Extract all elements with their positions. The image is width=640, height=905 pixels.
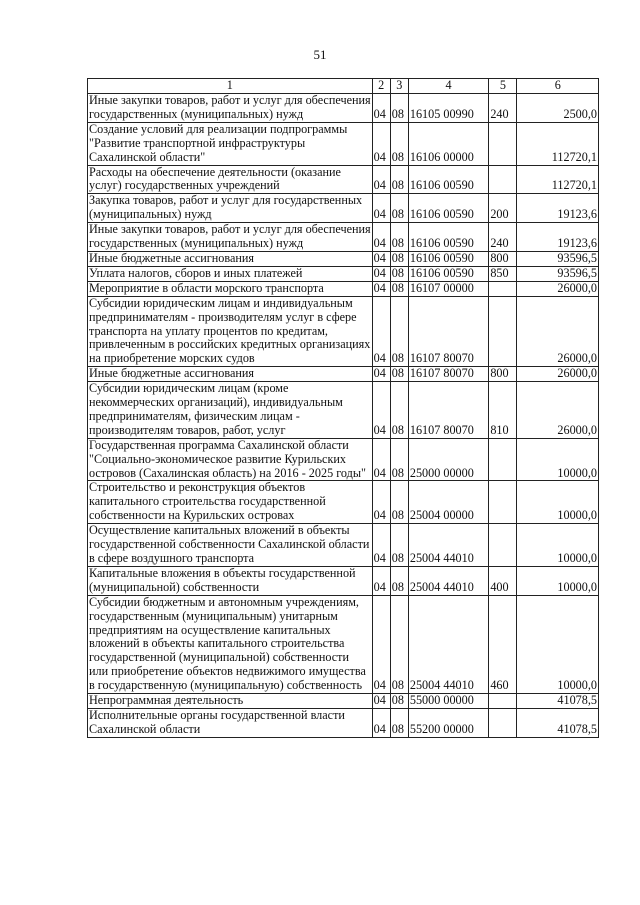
target-article-code: 16106 00590 — [408, 165, 488, 194]
item-name: Непрограммная деятельность — [88, 694, 373, 709]
header-row — [88, 79, 599, 94]
section-code: 04 — [372, 367, 390, 382]
item-name: Субсидии юридическим лицам и индивидуальным предпринимателям - производителям услуг в сфере транспорта на уплату процентов по кредитам, привлеченным в российских кредитных организациях на приобретение морских судов — [89, 296, 371, 366]
table-row — [88, 438, 599, 481]
page-number: 51 — [313, 47, 327, 62]
subsection-code: 08 — [390, 94, 408, 123]
table-row — [88, 281, 599, 296]
amount-value: 41078,5 — [517, 708, 599, 737]
header-cell: 5 — [489, 79, 517, 94]
header-cell: 4 — [408, 79, 488, 94]
item-name: Создание условий для реализации подпрограммы "Развитие транспортной инфраструктуры Сахалинской области" — [88, 122, 373, 165]
amount-value: 10000,0 — [517, 566, 599, 595]
section-code: 04 — [372, 382, 390, 439]
target-article-code: 25004 44010 — [408, 566, 488, 595]
item-name: Государственная программа Сахалинской области "Социально-экономическое развитие Курильских островов (Сахалинская область) на 2016 - 2025 годы" — [88, 438, 373, 481]
item-name: Иные бюджетные ассигнования — [88, 251, 373, 266]
amount-value: 26000,0 — [517, 296, 599, 367]
subsection-code: 08 — [390, 382, 408, 439]
target-article-code: 16107 00000 — [408, 281, 488, 296]
expense-type-code: 240 — [489, 223, 517, 252]
target-article-code: 16107 80070 — [408, 367, 488, 382]
section-code: 04 — [372, 566, 390, 595]
amount-value: 10000,0 — [517, 438, 599, 481]
subsection-code: 08 — [390, 367, 408, 382]
target-article-code: 25004 00000 — [408, 481, 488, 524]
subsection-code: 08 — [390, 165, 408, 194]
subsection-code: 08 — [390, 694, 408, 709]
section-code: 04 — [372, 122, 390, 165]
section-code: 04 — [372, 94, 390, 123]
table-row — [88, 382, 599, 439]
amount-value: 93596,5 — [517, 251, 599, 266]
subsection-code: 08 — [390, 481, 408, 524]
target-article-code: 16107 80070 — [408, 296, 488, 367]
table-row — [88, 566, 599, 595]
expense-type-code — [489, 694, 517, 709]
amount-value: 112720,1 — [517, 165, 599, 194]
table-row — [88, 694, 599, 709]
target-article-code: 16106 00590 — [408, 194, 488, 223]
amount-value: 19123,6 — [517, 194, 599, 223]
subsection-code: 08 — [390, 524, 408, 567]
target-article-code: 25004 44010 — [408, 524, 488, 567]
amount-value: 41078,5 — [517, 694, 599, 709]
target-article-code: 55200 00000 — [408, 708, 488, 737]
section-code: 04 — [372, 266, 390, 281]
expense-type-code — [489, 481, 517, 524]
item-name: Закупка товаров, работ и услуг для государственных (муниципальных) нужд — [88, 194, 373, 223]
amount-value: 10000,0 — [517, 595, 599, 693]
header-cell: 1 — [88, 79, 373, 94]
expense-type-code: 400 — [489, 566, 517, 595]
amount-value: 112720,1 — [517, 122, 599, 165]
item-name: Иные бюджетные ассигнования — [88, 367, 373, 382]
budget-table — [87, 78, 599, 738]
section-code: 04 — [372, 223, 390, 252]
target-article-code: 25000 00000 — [408, 438, 488, 481]
item-name: Иные закупки товаров, работ и услуг для обеспечения государственных (муниципальных) нужд — [89, 222, 371, 251]
table-row — [88, 251, 599, 266]
amount-value: 26000,0 — [517, 367, 599, 382]
subsection-code: 08 — [390, 566, 408, 595]
table-row — [88, 165, 599, 194]
amount-value: 26000,0 — [517, 382, 599, 439]
expense-type-code — [489, 281, 517, 296]
subsection-code: 08 — [390, 122, 408, 165]
table-row — [88, 266, 599, 281]
subsection-code: 08 — [390, 595, 408, 693]
target-article-code: 16106 00590 — [408, 266, 488, 281]
expense-type-code: 240 — [489, 94, 517, 123]
subsection-code: 08 — [390, 296, 408, 367]
expense-type-code — [489, 122, 517, 165]
amount-value: 26000,0 — [517, 281, 599, 296]
target-article-code: 16107 80070 — [408, 382, 488, 439]
expense-type-code: 850 — [489, 266, 517, 281]
expense-type-code: 800 — [489, 367, 517, 382]
table-row — [88, 194, 599, 223]
target-article-code: 16106 00000 — [408, 122, 488, 165]
section-code: 04 — [372, 438, 390, 481]
subsection-code: 08 — [390, 708, 408, 737]
table-row — [88, 122, 599, 165]
table-row — [88, 595, 599, 693]
section-code: 04 — [372, 524, 390, 567]
section-code: 04 — [372, 165, 390, 194]
amount-value: 10000,0 — [517, 481, 599, 524]
section-code: 04 — [372, 481, 390, 524]
amount-value: 2500,0 — [517, 94, 599, 123]
amount-value: 19123,6 — [517, 223, 599, 252]
amount-value: 10000,0 — [517, 524, 599, 567]
table-row — [88, 524, 599, 567]
section-code: 04 — [372, 296, 390, 367]
subsection-code: 08 — [390, 281, 408, 296]
item-name: Осуществление капитальных вложений в объекты государственной собственности Сахалинской области в сфере воздушного транспорта — [88, 524, 373, 567]
expense-type-code — [489, 708, 517, 737]
section-code: 04 — [372, 595, 390, 693]
item-name: Иные закупки товаров, работ и услуг для обеспечения государственных (муниципальных) нужд — [89, 93, 371, 121]
expense-type-code: 460 — [489, 595, 517, 693]
target-article-code: 16105 00990 — [408, 94, 488, 123]
expense-type-code — [489, 524, 517, 567]
table-body — [88, 94, 599, 738]
target-article-code: 16106 00590 — [408, 223, 488, 252]
target-article-code: 16106 00590 — [408, 251, 488, 266]
subsection-code: 08 — [390, 194, 408, 223]
section-code: 04 — [372, 194, 390, 223]
table-row — [88, 296, 599, 367]
header-cell: 3 — [390, 79, 408, 94]
item-name: Субсидии юридическим лицам (кроме некоммерческих организаций), индивидуальным предпринимателям, физическим лицам - производителям товаров, работ, услуг — [88, 382, 373, 439]
table-row — [88, 94, 599, 123]
subsection-code: 08 — [390, 223, 408, 252]
header-cell: 6 — [517, 79, 599, 94]
expense-type-code — [489, 438, 517, 481]
table-row — [88, 708, 599, 737]
table-row — [88, 481, 599, 524]
item-name: Мероприятие в области морского транспорта — [88, 281, 373, 296]
section-code: 04 — [372, 251, 390, 266]
subsection-code: 08 — [390, 438, 408, 481]
expense-type-code: 800 — [489, 251, 517, 266]
subsection-code: 08 — [390, 251, 408, 266]
expense-type-code: 200 — [489, 194, 517, 223]
amount-value: 93596,5 — [517, 266, 599, 281]
item-name: Строительство и реконструкция объектов капитального строительства государственной собственности на Курильских островах — [88, 481, 373, 524]
section-code: 04 — [372, 694, 390, 709]
expense-type-code: 810 — [489, 382, 517, 439]
section-code: 04 — [372, 281, 390, 296]
table-row — [88, 223, 599, 252]
section-code: 04 — [372, 708, 390, 737]
item-name: Исполнительные органы государственной власти Сахалинской области — [88, 708, 373, 737]
header-cell: 2 — [372, 79, 390, 94]
target-article-code: 25004 44010 — [408, 595, 488, 693]
item-name: Субсидии бюджетным и автономным учреждениям, государственным (муниципальным) унитарным предприятиям на осуществление капитальных вложений в объекты капитального строительства государственной (муниципальной) собственности или приобретение объектов недвижимого имущества в государственную (муниципальную) собственность — [88, 595, 373, 693]
item-name: Уплата налогов, сборов и иных платежей — [88, 266, 373, 281]
expense-type-code — [489, 296, 517, 367]
target-article-code: 55000 00000 — [408, 694, 488, 709]
item-name: Капитальные вложения в объекты государственной (муниципальной) собственности — [88, 566, 373, 595]
expense-type-code — [489, 165, 517, 194]
table-row — [88, 367, 599, 382]
subsection-code: 08 — [390, 266, 408, 281]
item-name: Расходы на обеспечение деятельности (оказание услуг) государственных учреждений — [88, 165, 373, 194]
